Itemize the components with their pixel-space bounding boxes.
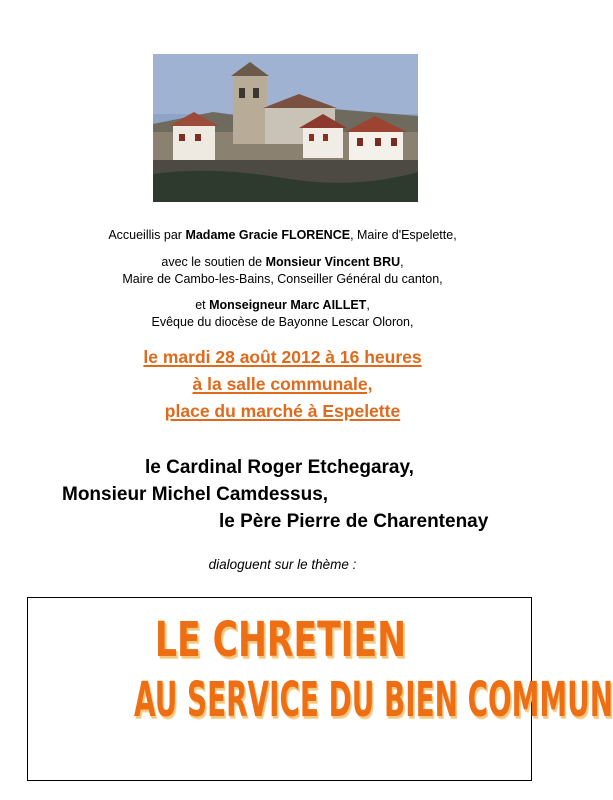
host-bishop-title: Evêque du diocèse de Bayonne Lescar Oloron, [151,315,414,329]
host-bishop-line [0,297,565,314]
theme-box [27,597,613,781]
speaker-charentenay: le Père Pierre de Charentenay [219,511,489,532]
host-support-suffix: , [400,255,404,269]
host-bishop-name: Monseigneur Marc AILLET [209,298,367,312]
host-bishop-suffix: , [366,298,370,312]
village-church-photo [153,54,418,202]
host-support-prefix: avec le soutien de [161,255,266,269]
event-venue: à la salle communale, [192,374,373,394]
speaker-camdessus: Monsieur Michel Camdessus, [62,484,329,505]
host-mayor-line [0,227,565,244]
host-mayor-name: Madame Gracie FLORENCE [185,228,351,242]
host-support-line [0,254,565,271]
theme-title-line-2: AU SERVICE DU BIEN COMMUN [134,672,613,728]
host-support-name: Monsieur Vincent BRU [265,255,401,269]
event-date-time: le mardi 28 août 2012 à 16 heures [143,347,422,367]
speaker-etchegaray: le Cardinal Roger Etchegaray, [145,457,414,478]
host-mayor-prefix: Accueillis par [108,228,186,242]
theme-title-line-1: LE CHRETIEN [154,612,407,668]
theme-intro: dialoguent sur le thème : [208,557,357,572]
host-mayor-suffix: , Maire d'Espelette, [350,228,457,242]
host-support-title: Maire de Cambo-les-Bains, Conseiller Général du canton, [122,272,443,286]
host-bishop-prefix: et [195,298,210,312]
event-address: place du marché à Espelette [164,401,401,421]
